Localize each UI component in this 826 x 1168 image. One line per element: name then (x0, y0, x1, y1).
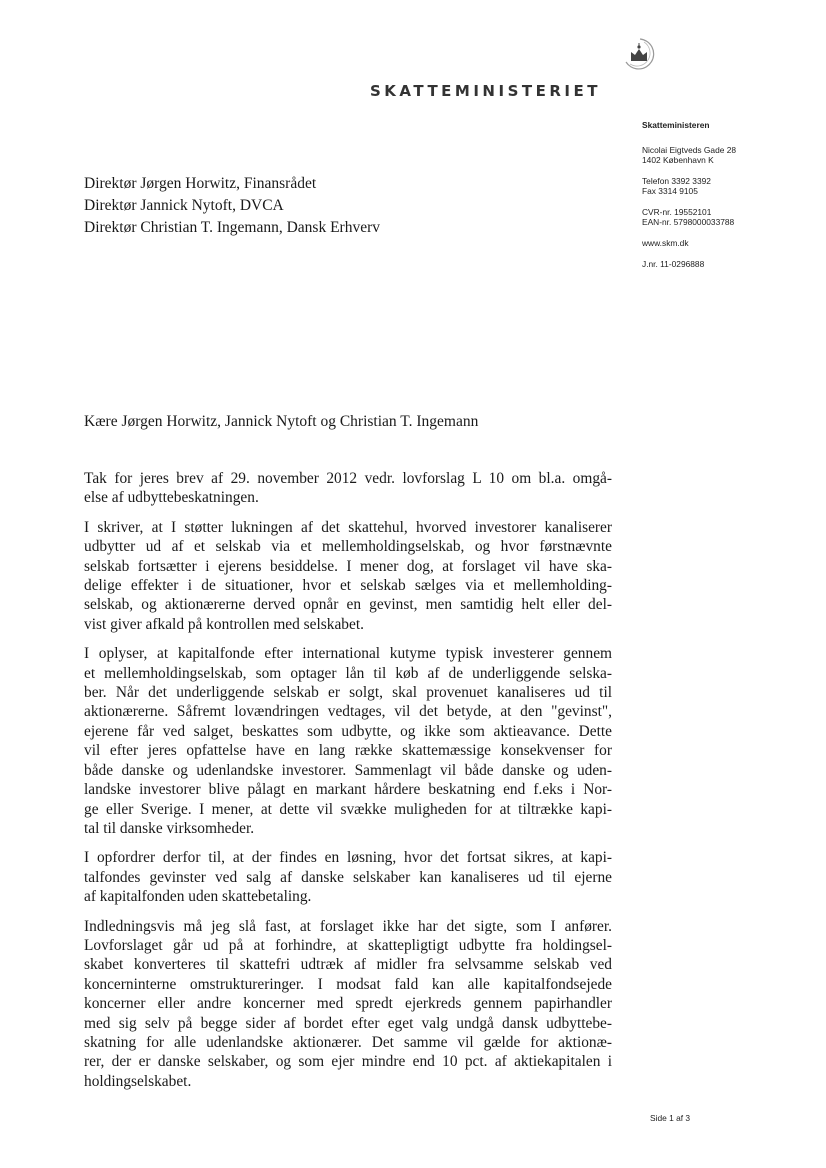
sender-org: Skatteministeren (642, 120, 710, 130)
body-line: ber. Når det underliggende selskab er solgt, skal provenuet kanaliseres ud til (84, 684, 612, 702)
body-line: skabet konverteres til skattefri udtræk af midler fra selvsamme selskab ved (84, 956, 612, 974)
body-line: rer, der er danske selskaber, og som ejer mindre end 10 pct. af aktiekapitalen i (84, 1053, 612, 1071)
crown-icon (620, 36, 660, 74)
logo-wordmark: SKATTEMINISTERIET (370, 82, 601, 100)
body-line: Lovforslaget går ud på at forhindre, at skattepligtigt udbytte fra holdingsel- (84, 936, 612, 954)
sender-web (642, 238, 812, 248)
sender-address (642, 145, 812, 165)
recipient-line: Direktør Christian T. Ingemann, Dansk Erhverv (84, 219, 381, 236)
ministry-logo (370, 36, 640, 106)
body-line: vist giver afkald på kontrollen med selskabet. (84, 615, 364, 633)
recipient-line: Direktør Jørgen Horwitz, Finansrådet (84, 175, 317, 192)
body-line: udbytter ud af et selskab via et mellemholdingselskab, og hvor førstnævnte (84, 538, 612, 556)
body-line: I opfordrer derfor til, at der findes en løsning, hvor det fortsat sikres, at kapi- (84, 849, 612, 867)
body-line: delige effekter i de situationer, hvor et selskab sælges via et mellemholding- (84, 577, 612, 595)
web-link[interactable]: www.skm.dk (642, 238, 689, 248)
body-line: else af udbyttebeskatningen. (84, 489, 259, 507)
page-number: Side 1 af 3 (650, 1113, 691, 1123)
body-line: ejerene får ved salget, beskattes som udbytte, og ikke som aktieavance. Dette (84, 722, 612, 740)
address-line: 1402 København K (642, 155, 714, 165)
cvr-line: CVR-nr. 19552101 (642, 207, 712, 217)
body-line: vil efter jeres opfattelse have en lang række skattemæssige konsekvenser for (84, 742, 612, 760)
body-line: I skriver, at I støtter lukningen af det skattehul, hvorved investorer kanaliserer (84, 518, 612, 536)
body-line: selskab, og aktionærerne derved opnår en gevinst, men samtidig helt eller del- (84, 596, 612, 614)
body-line: koncerner eller andre koncerner med spredt ejerkreds gennem papirhandler (84, 995, 612, 1013)
journal-number-text: J.nr. 11-0296888 (642, 259, 705, 269)
body-line: Indledningsvis må jeg slå fast, at forslaget ikke har det sigte, som I anfører. (84, 917, 612, 935)
body-line: tal til danske virksomheder. (84, 819, 255, 837)
phone-line: Telefon 3392 3392 (642, 176, 711, 186)
body-line: skatning for alle udenlandske aktionærer. Det samme vil gælde for aktionæ- (84, 1033, 612, 1051)
fax-line: Fax 3314 9105 (642, 186, 698, 196)
body-paragraph (84, 848, 612, 906)
body-line: ge eller Sverige. I mener, at dette vil svække muligheden for at tiltrække kapi- (84, 800, 612, 818)
body-line: både danske og udenlandske investorer. Sammenlagt vil både danske og uden- (84, 761, 612, 779)
sender-info (642, 120, 812, 280)
body-paragraph (84, 917, 612, 1092)
body-line: aktionærerne. Såfremt lovændringen vedtages, vil det betyde, at den "gevinst", (84, 703, 612, 721)
body-line: koncerninterne omstruktureringer. I modsat fald kan alle kapitalfondsejede (84, 975, 612, 993)
journal-number (642, 259, 812, 269)
sender-ids (642, 207, 812, 227)
recipient-block (84, 173, 380, 239)
letter-body (84, 469, 612, 1101)
body-line: landske investorer blive pålagt en markant hårdere beskatning end f.eks i Nor- (84, 781, 612, 799)
body-line: et mellemholdingselskab, som optager lån til køb af de underliggende selska- (84, 664, 612, 682)
body-line: I oplyser, at kapitalfonde efter international kutyme typisk investerer gennem (84, 645, 612, 663)
body-line: holdingselskabet. (84, 1072, 192, 1090)
recipient-line: Direktør Jannick Nytoft, DVCA (84, 197, 284, 214)
body-paragraph (84, 518, 612, 634)
body-paragraph (84, 469, 612, 508)
sender-phone (642, 176, 812, 196)
body-line: af kapitalfonden uden skattebetaling. (84, 888, 312, 906)
body-line: Tak for jeres brev af 29. november 2012 vedr. lovforslag L 10 om bl.a. omgå- (84, 470, 612, 487)
body-line: med sig selv på begge sider af bordet efter eget valg undgå dansk udbyttebe- (84, 1014, 612, 1032)
ean-line: EAN-nr. 5798000033788 (642, 217, 735, 227)
body-paragraph (84, 644, 612, 838)
body-line: selskab fortsætter i ejerens besiddelse. I mener dog, at forslaget vil have ska- (84, 557, 612, 575)
salutation: Kære Jørgen Horwitz, Jannick Nytoft og Christian T. Ingemann (84, 413, 479, 430)
address-line: Nicolai Eigtveds Gade 28 (642, 145, 737, 155)
body-line: talfondes gevinster ved salg af danske selskaber kan kanaliseres ud til ejerne (84, 868, 612, 886)
